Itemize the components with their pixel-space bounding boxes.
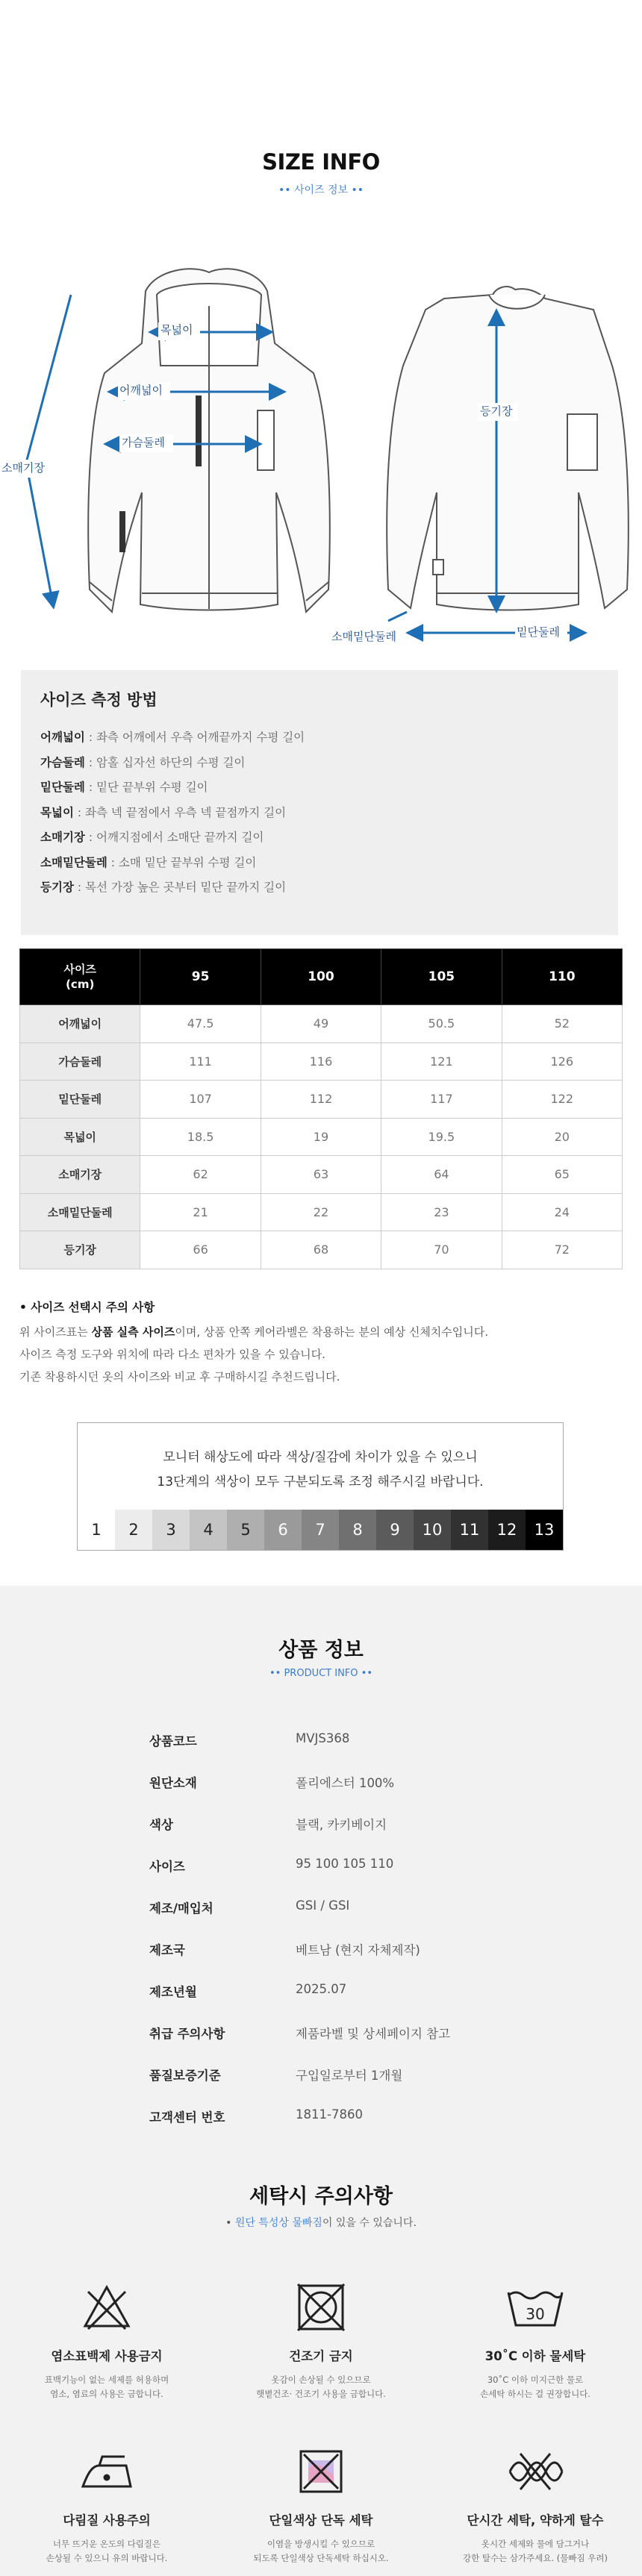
guide-item: 목넓이 : 좌측 넥 끝점에서 우측 넥 끝점까지 길이 [40, 805, 287, 819]
care-item: 다림질 사용주의 너무 뜨거운 온도의 다림질은 손상될 수 있으니 유의 바랍니다. [0, 2439, 214, 2566]
table-row: 등기장 66 68 70 72 [20, 1231, 623, 1269]
monitor-calibration-box [77, 1422, 564, 1551]
svg-text:30: 30 [526, 2305, 545, 2323]
care-item: 건조기 금지 옷감이 손상될 수 있으므로 햇볕건조· 건조기 사용을 금합니다. [214, 2275, 428, 2401]
size-notes-line: 위 사이즈표는 상품 실측 사이즈이며, 상품 안쪽 케어라벨은 착용하는 분의 예상 신체치수입니다. [19, 1325, 489, 1339]
size-table-corner: 사이즈 (cm) [20, 949, 140, 1005]
wash-30-icon [428, 2275, 642, 2340]
gray-scale-swatch: 4 [190, 1510, 227, 1550]
gray-scale-swatch: 10 [414, 1510, 451, 1550]
product-info-row [149, 1815, 537, 1857]
size-col-header: 105 [381, 949, 502, 1005]
care-item: 염소표백제 사용금지 표백기능이 없는 세제를 허용하며 염소, 염료의 사용은 금합니다. [0, 2275, 214, 2401]
product-info-row [149, 1898, 537, 1940]
product-info-row [149, 1857, 537, 1898]
product-info-row [149, 1940, 537, 1982]
product-info-row [149, 1773, 537, 1815]
product-info-value: GSI / GSI [296, 1898, 350, 1913]
product-info-label: 색상 [149, 1818, 173, 1832]
care-subtitle: • 원단 특성상 물빠짐이 있을 수 있습니다. [225, 2217, 417, 2229]
product-info-label: 제조국 [149, 1943, 185, 1957]
no-tumble-dry-icon [214, 2275, 428, 2340]
product-info-row [149, 2024, 537, 2066]
product-info-row [149, 2066, 537, 2107]
gray-scale-swatch: 9 [376, 1510, 414, 1550]
size-col-header: 100 [261, 949, 381, 1005]
diagram-label-sleeve-hem: 소매밑단둘레 [331, 630, 396, 643]
gray-scale-strip [78, 1510, 563, 1550]
guide-item: 소매밑단둘레 : 소매 밑단 끝부위 수평 길이 [40, 855, 257, 869]
gray-scale-swatch: 3 [152, 1510, 190, 1550]
product-info-value: MVJS368 [296, 1731, 350, 1745]
product-info-label: 제조년월 [149, 1985, 197, 1999]
size-col-header: 110 [502, 949, 622, 1005]
product-info-label: 품질보증기준 [149, 2069, 221, 2083]
no-bleach-icon [0, 2275, 214, 2340]
iron-caution-icon [0, 2439, 214, 2504]
table-row: 목넓이 18.5 19 19.5 20 [20, 1118, 623, 1156]
table-row: 소매기장 62 63 64 65 [20, 1156, 623, 1194]
gray-scale-swatch: 2 [115, 1510, 152, 1550]
size-table [19, 948, 623, 1269]
jacket-back-drawing [387, 287, 629, 610]
measurement-guide [21, 670, 618, 935]
guide-item: 밑단둘레 : 밑단 끝부위 수평 길이 [40, 781, 208, 794]
care-title: 세탁시 주의사항 [249, 2185, 393, 2208]
product-info-title: 상품 정보 [278, 1639, 364, 1662]
size-info-title: SIZE INFO [262, 149, 380, 175]
size-diagram [0, 254, 642, 657]
product-info-label: 취급 주의사항 [149, 2027, 225, 2041]
product-info-value: 95 100 105 110 [296, 1857, 394, 1871]
product-info-value: 제품라벨 및 상세페이지 참고 [296, 2027, 451, 2041]
monitor-message: 모니터 해상도에 따라 색상/질감에 차이가 있을 수 있으니 13단계의 색상이 모두 구분되도록 조정 해주시길 바랍니다. [157, 1450, 484, 1489]
product-info-value: 2025.07 [296, 1982, 347, 1996]
diagram-label-shoulder: 어깨넓이 [119, 384, 163, 397]
size-notes-heading: • 사이즈 선택시 주의 사항 [19, 1301, 155, 1314]
care-item: 단시간 세탁, 약하게 탈수 옷시간 세제와 물에 담그거나 강한 탈수는 삼가주세요. (물빠짐 우려) [428, 2439, 642, 2566]
care-item: 30 30˚C 이하 물세탁 30˚C 이하 미지근한 물로 손세탁 하시는 걸 권장합니다. [428, 2275, 642, 2401]
gray-scale-swatch: 8 [339, 1510, 376, 1550]
product-info-label: 사이즈 [149, 1860, 185, 1874]
no-wring-icon [428, 2439, 642, 2504]
size-notes [19, 1298, 623, 1388]
gray-scale-swatch: 6 [264, 1510, 302, 1550]
diagram-label-chest: 가슴둘레 [122, 436, 165, 449]
size-notes-line: 사이즈 측정 도구와 위치에 따라 다소 편차가 있을 수 있습니다. [19, 1348, 325, 1361]
size-notes-line: 기존 착용하시던 옷의 사이즈와 비교 후 구매하시길 추천드립니다. [19, 1370, 340, 1384]
product-info-row [149, 2107, 537, 2149]
product-info-label: 원단소재 [149, 1776, 197, 1790]
diagram-label-back-length: 등기장 [480, 404, 513, 418]
care-item: 단일색상 단독 세탁 이염을 방생시킬 수 있으므로 되도록 단일색상 단독세탁 하십시오. [214, 2439, 428, 2566]
table-row: 가슴둘레 111 116 121 126 [20, 1042, 623, 1081]
product-info-value: 블랙, 카키베이지 [296, 1818, 387, 1832]
product-info-value: 폴리에스터 100% [296, 1776, 395, 1790]
product-info-value: 베트남 (현지 자체제작) [296, 1943, 420, 1957]
diagram-label-sleeve: 소매기장 [1, 461, 45, 475]
guide-item: 어깨넓이 : 좌측 어깨에서 우측 어깨끝까지 수평 길이 [40, 731, 305, 744]
size-col-header: 95 [140, 949, 261, 1005]
guide-item: 등기장 : 목선 가장 높은 곳부터 밑단 끝까지 길이 [40, 881, 287, 894]
gray-scale-swatch: 12 [488, 1510, 526, 1550]
guide-title: 사이즈 측정 방법 [40, 691, 158, 709]
table-row: 밑단둘레 107 112 117 122 [20, 1081, 623, 1119]
guide-item: 소매기장 : 어깨지점에서 소매단 끝까지 길이 [40, 831, 264, 844]
product-info-row [149, 1731, 537, 1773]
product-info-section [0, 1586, 642, 2576]
gray-scale-swatch: 13 [526, 1510, 563, 1550]
diagram-label-neck: 목넓이 [160, 323, 193, 337]
table-row: 어깨넓이 47.5 49 50.5 52 [20, 1005, 623, 1043]
size-info-subtitle: •• 사이즈 정보 •• [278, 184, 364, 196]
size-table-header [20, 949, 623, 1005]
table-row: 소매밑단둘레 21 22 23 24 [20, 1193, 623, 1231]
product-info-value: 1811-7860 [296, 2107, 363, 2122]
product-info-row [149, 1982, 537, 2024]
product-info-label: 상품코드 [149, 1734, 197, 1748]
product-info-subtitle: •• PRODUCT INFO •• [269, 1668, 373, 1679]
product-info-label: 제조/매입처 [149, 1901, 214, 1916]
gray-scale-swatch: 11 [451, 1510, 488, 1550]
product-info-value: 구입일로부터 1개월 [296, 2069, 403, 2083]
product-info-label: 고객센터 번호 [149, 2110, 225, 2125]
separate-wash-icon [214, 2439, 428, 2504]
gray-scale-swatch: 5 [227, 1510, 264, 1550]
gray-scale-swatch: 7 [302, 1510, 339, 1550]
diagram-label-hem: 밑단둘레 [517, 625, 560, 639]
guide-item: 가슴둘레 : 암홀 십자선 하단의 수평 길이 [40, 755, 246, 769]
gray-scale-swatch: 1 [78, 1510, 115, 1550]
